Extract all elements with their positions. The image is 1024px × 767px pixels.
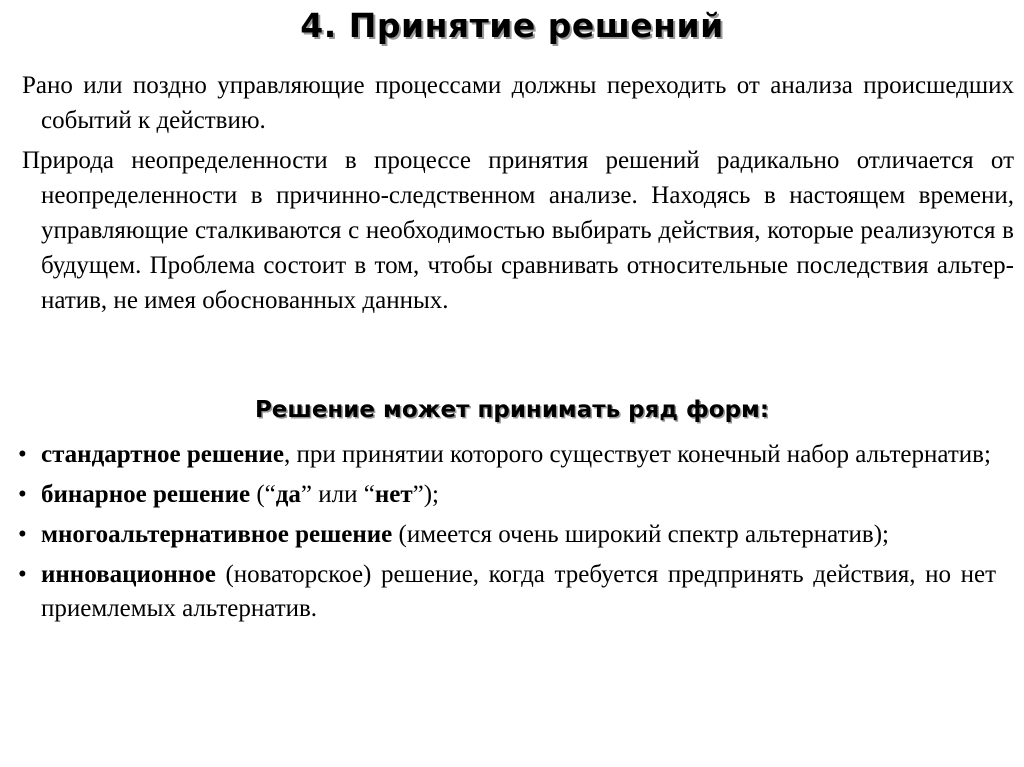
list-item-multi-alternative [18, 518, 996, 552]
term-no: нет [374, 481, 413, 508]
description-standard: , при принятии которого существует конечный набор альтернатив; [283, 441, 991, 468]
term-yes: да [275, 481, 301, 508]
decision-forms-list [18, 438, 996, 632]
bullet-marker: • [18, 521, 27, 548]
paragraph-uncertainty: Природа неопределенности в процессе принятия решений радикально отличается от неопределенности в причинно-следственном анализе. Находясь в настоящем времени, управляющие сталкиваются с необходимостью выбирать действия, которые реализуются в будущем. Проблема состоит в том, чтобы сравнивать относительные последствия альтернатив, не имея обоснованных данных. [22, 147, 1014, 314]
description-innovative: (новаторское) решение, когда требуется предпринять действия, но нет приемлемых альтернатив. [41, 561, 996, 622]
description-binary-or: ” или “ [300, 481, 375, 508]
list-item-innovative [18, 558, 996, 626]
term-innovative: инновационное [41, 561, 216, 588]
section-subtitle: Решение может принимать ряд форм: [254, 397, 770, 423]
term-standard: стандартное решение [41, 441, 284, 468]
paragraph-intro: Рано или поздно управляющие процессами должны переходить от анализа происшедших событий к действию. [22, 72, 1014, 134]
term-multi-alternative: многоальтернативное решение [41, 521, 393, 548]
slide-title: 4. Принятие решений [300, 6, 724, 45]
description-binary-close: ”); [412, 481, 439, 508]
bullet-marker: • [18, 481, 27, 508]
bullet-marker: • [18, 561, 27, 588]
description-binary-open: (“ [250, 481, 276, 508]
list-item-standard [18, 438, 996, 472]
bullet-marker: • [18, 441, 27, 468]
term-binary: бинарное решение [41, 481, 251, 508]
list-item-binary [18, 478, 996, 512]
description-multi-alternative: (имеется очень широкий спектр альтернатив); [392, 521, 889, 548]
